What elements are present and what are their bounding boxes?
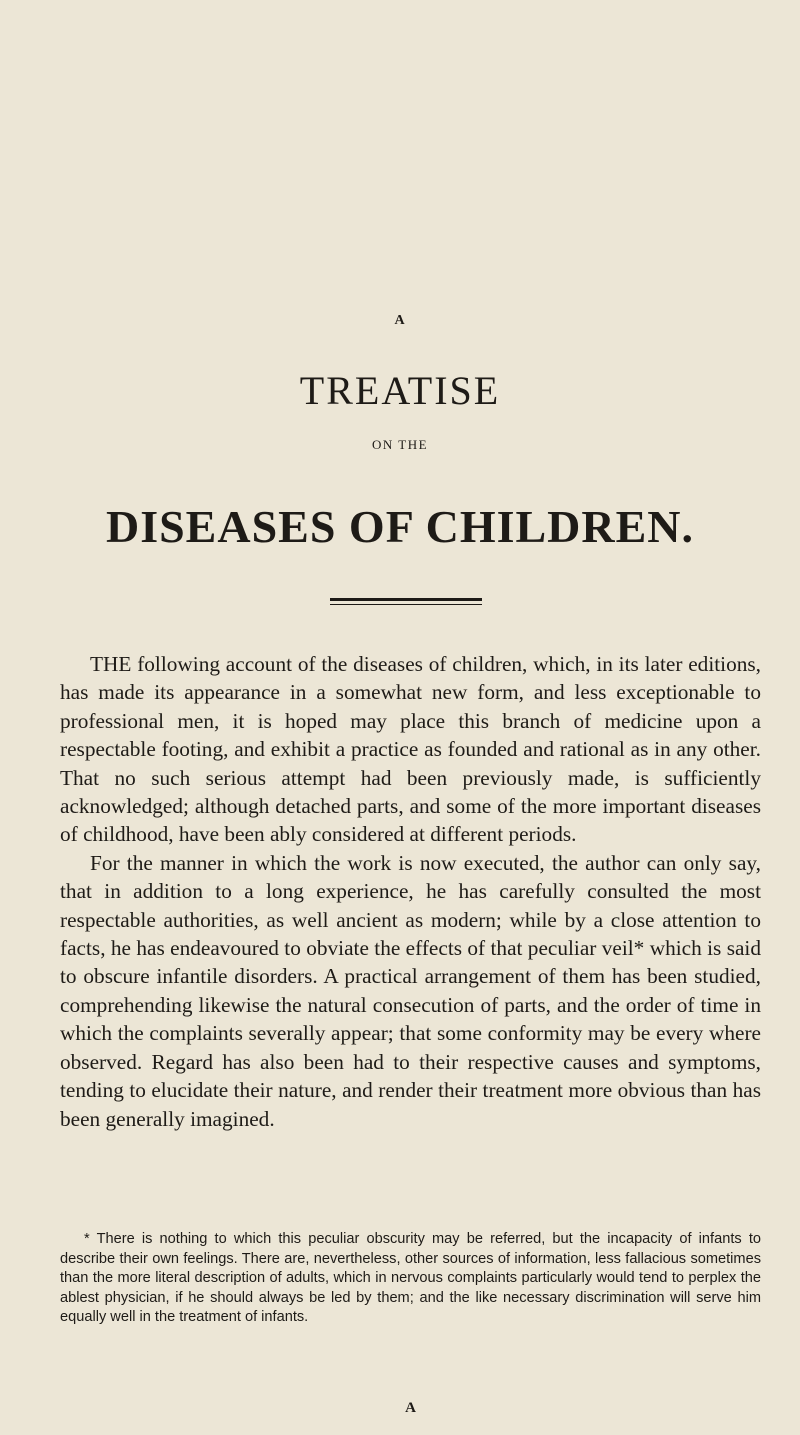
title-subject: DISEASES OF CHILDREN. bbox=[105, 501, 695, 552]
signature-mark: A bbox=[405, 1400, 416, 1416]
footnote-text: * There is nothing to which this peculiar obscurity may be referred, but the incapacity of infants to describe their own feelings. There are, nevertheless, other sources of information, less fallacious sometimes than the more literal description of adults, which in nervous complaints particularly would tend to perplex the ablest physician, if he should always be led by them; and the like necessary discrimination will serve him equally well in the treatment of infants. bbox=[60, 1231, 761, 1326]
body-paragraph: THE following account of the diseases of children, which, in its later editions, has made its appearance in a somewhat new form, and less exceptionable to professional men, it is hoped may place this branch of medicine upon a respectable footing, and exhibit a practice as founded and rational as in any other. That no such serious attempt had been previously made, is sufficiently acknowledged; although detached parts, and some of the more important diseases of childhood, have been ably considered at different periods. bbox=[60, 652, 761, 847]
footnote bbox=[60, 1230, 761, 1328]
title-connector: ON THE bbox=[371, 437, 429, 452]
title-article: A bbox=[394, 313, 406, 328]
body-paragraph: For the manner in which the work is now executed, the author can only say, that in addition to a long experience, he has carefully consulted the most respectable authorities, as well ancient as modern; while by a close attention to facts, he has endeavoured to obviate the effects of that peculiar veil* which is said to obscure infantile disorders. A practical arrangement of them has been studied, comprehending likewise the natural consecution of parts, and the order of time in which the complaints severally appear; that some conformity may be every where observed. Regard has also been had to their respective causes and symptoms, tending to elucidate their nature, and render their treatment more obvious than has been generally imagined. bbox=[60, 850, 761, 1131]
title-main: TREATISE bbox=[299, 368, 501, 413]
title-rule-thin bbox=[330, 604, 482, 605]
body-text bbox=[60, 650, 761, 1133]
title-rule-thick bbox=[330, 598, 482, 601]
